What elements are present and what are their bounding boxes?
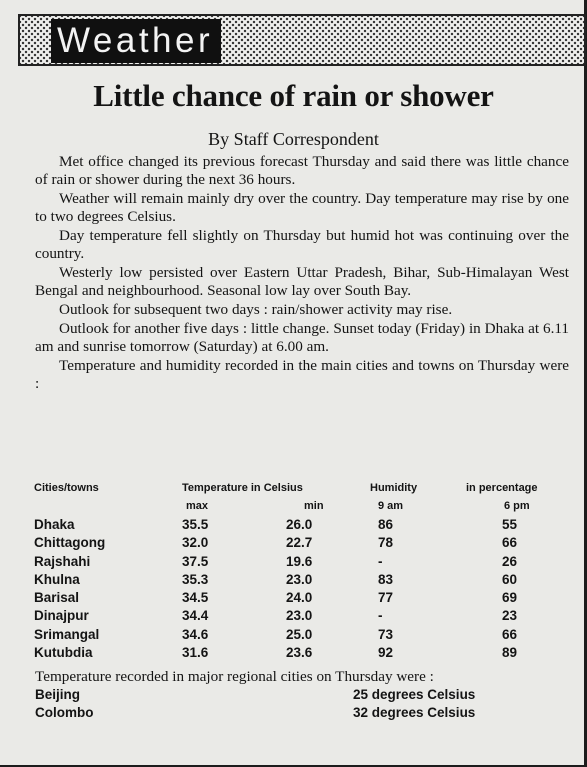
temp-max: 34.6 xyxy=(182,626,209,642)
city-name: Chittagong xyxy=(34,535,106,551)
table-row xyxy=(34,535,574,553)
temp-max: 34.5 xyxy=(182,590,209,606)
header-temperature: Temperature in Celsius xyxy=(182,482,303,494)
table-row xyxy=(34,554,574,572)
humidity-9am: 78 xyxy=(378,535,394,551)
subheader-min: min xyxy=(304,500,324,512)
subheader-9am: 9 am xyxy=(378,500,404,512)
table-row xyxy=(34,627,574,645)
table-subheader xyxy=(34,500,574,517)
temp-max: 31.6 xyxy=(182,645,209,661)
humidity-9am: 83 xyxy=(378,571,394,587)
humidity-6pm: 26 xyxy=(502,553,518,569)
city-name: Dhaka xyxy=(34,517,75,532)
header-humidity: Humidity xyxy=(370,482,418,494)
humidity-6pm: 66 xyxy=(502,535,518,551)
temp-min: 24.0 xyxy=(286,590,313,606)
regional-city: Colombo xyxy=(35,705,94,720)
temp-max: 35.5 xyxy=(182,517,209,532)
humidity-9am: 77 xyxy=(378,590,394,606)
byline: By Staff Correspondent xyxy=(208,129,379,149)
temp-min: 25.0 xyxy=(286,626,313,642)
paragraph: Outlook for another five days : little change. Sunset today (Friday) in Dhaka at 6.11 am and sunrise tomorrow (Saturday) at 6.00 am. xyxy=(35,320,569,355)
paragraph: Temperature and humidity recorded in the main cities and towns on Thursday were : xyxy=(35,357,569,392)
header-cities: Cities/towns xyxy=(34,482,99,494)
regional-row xyxy=(35,686,569,704)
table-row xyxy=(34,572,574,590)
humidity-9am: - xyxy=(378,553,383,569)
city-name: Srimangal xyxy=(34,626,100,642)
paragraph: Met office changed its previous forecast Thursday and said there was little chance of rain or shower during the next 36 hours. xyxy=(35,153,569,188)
humidity-6pm: 89 xyxy=(502,645,518,661)
section-title: Weather xyxy=(51,19,221,63)
humidity-6pm: 69 xyxy=(502,590,518,606)
city-name: Rajshahi xyxy=(34,553,91,569)
humidity-9am: - xyxy=(378,608,383,624)
humidity-9am: 86 xyxy=(378,517,394,532)
humidity-9am: 92 xyxy=(378,645,394,661)
table-header xyxy=(34,482,574,500)
table-row xyxy=(34,608,574,626)
table-row xyxy=(34,517,574,535)
temp-max: 34.4 xyxy=(182,608,209,624)
city-name: Dinajpur xyxy=(34,608,89,624)
paragraph: Weather will remain mainly dry over the country. Day temperature may rise by one to two degrees Celsius. xyxy=(35,190,569,225)
humidity-6pm: 55 xyxy=(502,517,518,532)
paragraph: Day temperature fell slightly on Thursday but humid hot was continuing over the country. xyxy=(35,227,569,262)
temp-min: 26.0 xyxy=(286,517,313,532)
regional-city: Beijing xyxy=(35,687,81,702)
temp-min: 19.6 xyxy=(286,553,313,569)
paragraph: Outlook for subsequent two days : rain/shower activity may rise. xyxy=(59,301,453,318)
humidity-6pm: 23 xyxy=(502,608,518,624)
temp-max: 32.0 xyxy=(182,535,209,551)
regional-temperature: 25 degrees Celsius xyxy=(353,687,476,702)
temp-min: 22.7 xyxy=(286,535,313,551)
humidity-6pm: 66 xyxy=(502,626,518,642)
temp-max: 37.5 xyxy=(182,553,209,569)
header-percentage: in percentage xyxy=(466,482,538,494)
city-name: Khulna xyxy=(34,571,80,587)
subheader-6pm: 6 pm xyxy=(504,500,530,512)
headline: Little chance of rain or shower xyxy=(93,78,494,113)
humidity-9am: 73 xyxy=(378,626,394,642)
article-body xyxy=(35,153,569,394)
paragraph: Westerly low persisted over Eastern Uttar Pradesh, Bihar, Sub-Himalayan West Bengal and neighbourhood. Seasonal low lay over South Bay. xyxy=(35,264,569,299)
humidity-6pm: 60 xyxy=(502,571,518,587)
table-row xyxy=(34,590,574,608)
section-banner xyxy=(18,14,586,66)
temp-min: 23.6 xyxy=(286,645,313,661)
regional-section xyxy=(35,668,569,722)
regional-row xyxy=(35,704,569,722)
city-name: Kutubdia xyxy=(34,645,93,661)
temp-max: 35.3 xyxy=(182,571,209,587)
table-row xyxy=(34,645,574,663)
subheader-max: max xyxy=(186,500,209,512)
city-name: Barisal xyxy=(34,590,80,606)
temp-min: 23.0 xyxy=(286,571,313,587)
regional-temperature: 32 degrees Celsius xyxy=(353,705,476,720)
weather-table xyxy=(34,482,574,663)
temp-min: 23.0 xyxy=(286,608,313,624)
regional-intro: Temperature recorded in major regional cities on Thursday were : xyxy=(35,668,434,685)
